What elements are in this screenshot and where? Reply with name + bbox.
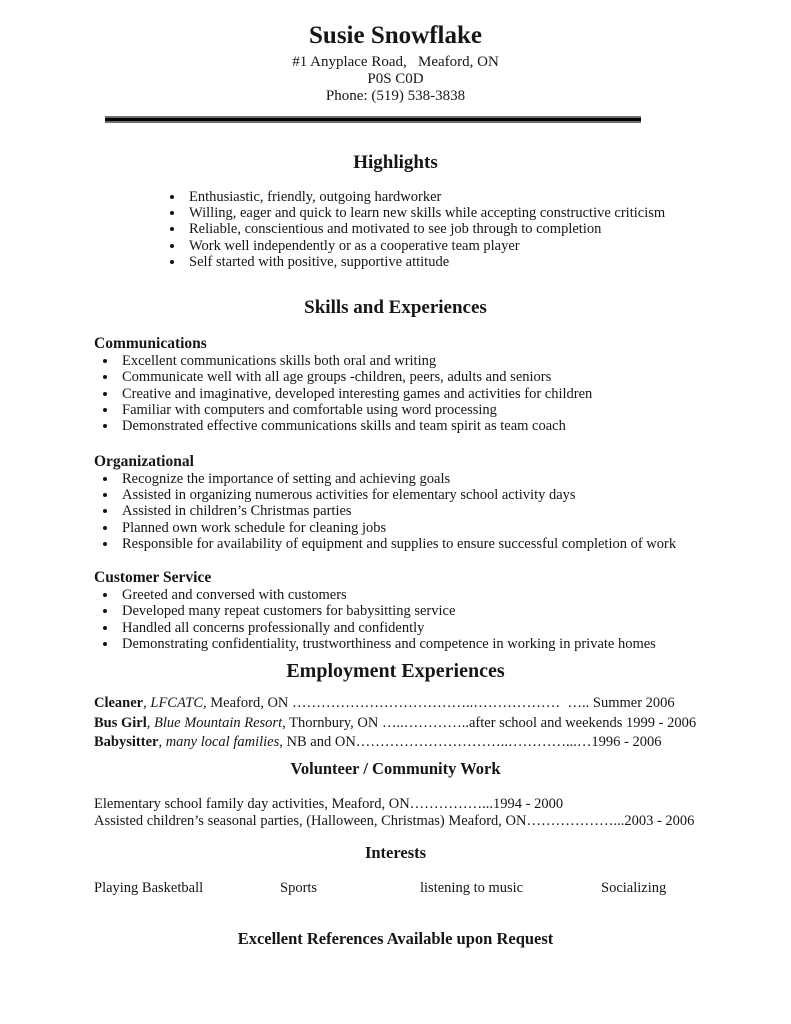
person-name: Susie Snowflake	[309, 22, 482, 49]
subsection-title: Customer Service	[94, 569, 212, 587]
references-note: Excellent References Available upon Request	[237, 928, 554, 948]
list-item: • Assisted in children’s Christmas parties	[118, 503, 703, 519]
list-item: • Creative and imaginative, developed interesting games and activities for children	[118, 386, 703, 402]
phone-line: Phone: (519) 538-3838	[325, 88, 466, 104]
employment-entry	[94, 694, 697, 714]
interest-item: Socializing	[601, 879, 667, 896]
employment-entry	[94, 714, 697, 734]
highlights-list	[0, 189, 791, 270]
communications-list	[94, 353, 703, 434]
section-title-interests: Interests	[364, 842, 427, 862]
employment-detail: , Thornbury, ON …..…………..after school and weekends 1999 - 2006	[282, 714, 697, 731]
employment-org: many local families	[165, 734, 280, 751]
employment-org: LFCATC	[150, 695, 204, 712]
list-item: • Enthusiastic, friendly, outgoing hardworker	[185, 189, 791, 205]
list-item: • Demonstrated effective communications skills and team spirit as team coach	[118, 418, 703, 434]
section-title-volunteer: Volunteer / Community Work	[290, 758, 501, 778]
subsection-title: Communications	[94, 335, 207, 353]
list-item: • Recognize the importance of setting and achieving goals	[118, 471, 703, 487]
subsection-title: Organizational	[94, 452, 194, 470]
separator: ,	[143, 695, 151, 712]
organizational-list	[94, 471, 703, 552]
employment-role: Bus Girl	[94, 714, 147, 731]
section-title-highlights: Highlights	[353, 152, 438, 173]
header-divider	[105, 116, 641, 123]
customer-service-list	[94, 587, 703, 652]
list-item: • Handled all concerns professionally and confidently	[118, 620, 703, 636]
list-item: • Self started with positive, supportive attitude	[185, 254, 791, 270]
list-item: • Responsible for availability of equipment and supplies to ensure successful completion of work	[118, 536, 703, 552]
postal-code: P0S C0D	[367, 71, 424, 87]
subsection-customer-service	[94, 569, 703, 652]
employment-entry	[94, 733, 697, 753]
employment-role: Babysitter	[94, 734, 159, 751]
interests-list	[0, 880, 791, 898]
interest-item: Playing Basketball	[94, 879, 204, 896]
section-title-employment: Employment Experiences	[286, 660, 505, 683]
list-item: • Reliable, conscientious and motivated to see job through to completion	[185, 221, 791, 237]
volunteer-list	[94, 796, 697, 831]
list-item: • Planned own work schedule for cleaning jobs	[118, 520, 703, 536]
volunteer-entry: Elementary school family day activities, Meaford, ON……………...1994 - 2000	[94, 795, 564, 812]
subsection-organizational	[94, 453, 703, 552]
resume-header	[0, 0, 791, 105]
subsection-communications	[94, 335, 703, 434]
employment-org: Blue Mountain Resort	[154, 714, 283, 731]
employment-role: Cleaner	[94, 695, 144, 712]
list-item: • Willing, eager and quick to learn new skills while accepting constructive criticism	[185, 205, 791, 221]
volunteer-entry: Assisted children’s seasonal parties, (Halloween, Christmas) Meaford, ON………………...2003 - 2006	[94, 813, 695, 830]
list-item: • Demonstrating confidentiality, trustworthiness and competence in working in private homes	[118, 636, 703, 652]
employment-detail: , Meaford, ON ………………………………..……………… ….. Summer 2006	[203, 695, 675, 712]
list-item: • Developed many repeat customers for babysitting service	[118, 603, 703, 619]
list-item: • Communicate well with all age groups -children, peers, adults and seniors	[118, 369, 703, 385]
list-item: • Excellent communications skills both oral and writing	[118, 353, 703, 369]
interest-item: Sports	[280, 879, 318, 896]
list-item: • Familiar with computers and comfortable using word processing	[118, 402, 703, 418]
separator: ,	[158, 734, 166, 751]
employment-detail: , NB and ON…………………………..…………...…1996 - 2006	[279, 734, 662, 751]
address-line: #1 Anyplace Road, Meaford, ON	[292, 54, 499, 70]
section-title-skills: Skills and Experiences	[304, 297, 487, 319]
interest-item: listening to music	[420, 879, 524, 896]
list-item: • Greeted and conversed with customers	[118, 587, 703, 603]
separator: ,	[146, 714, 155, 731]
list-item: • Assisted in organizing numerous activities for elementary school activity days	[118, 487, 703, 503]
list-item: • Work well independently or as a cooperative team player	[185, 238, 791, 254]
employment-list	[94, 694, 697, 753]
